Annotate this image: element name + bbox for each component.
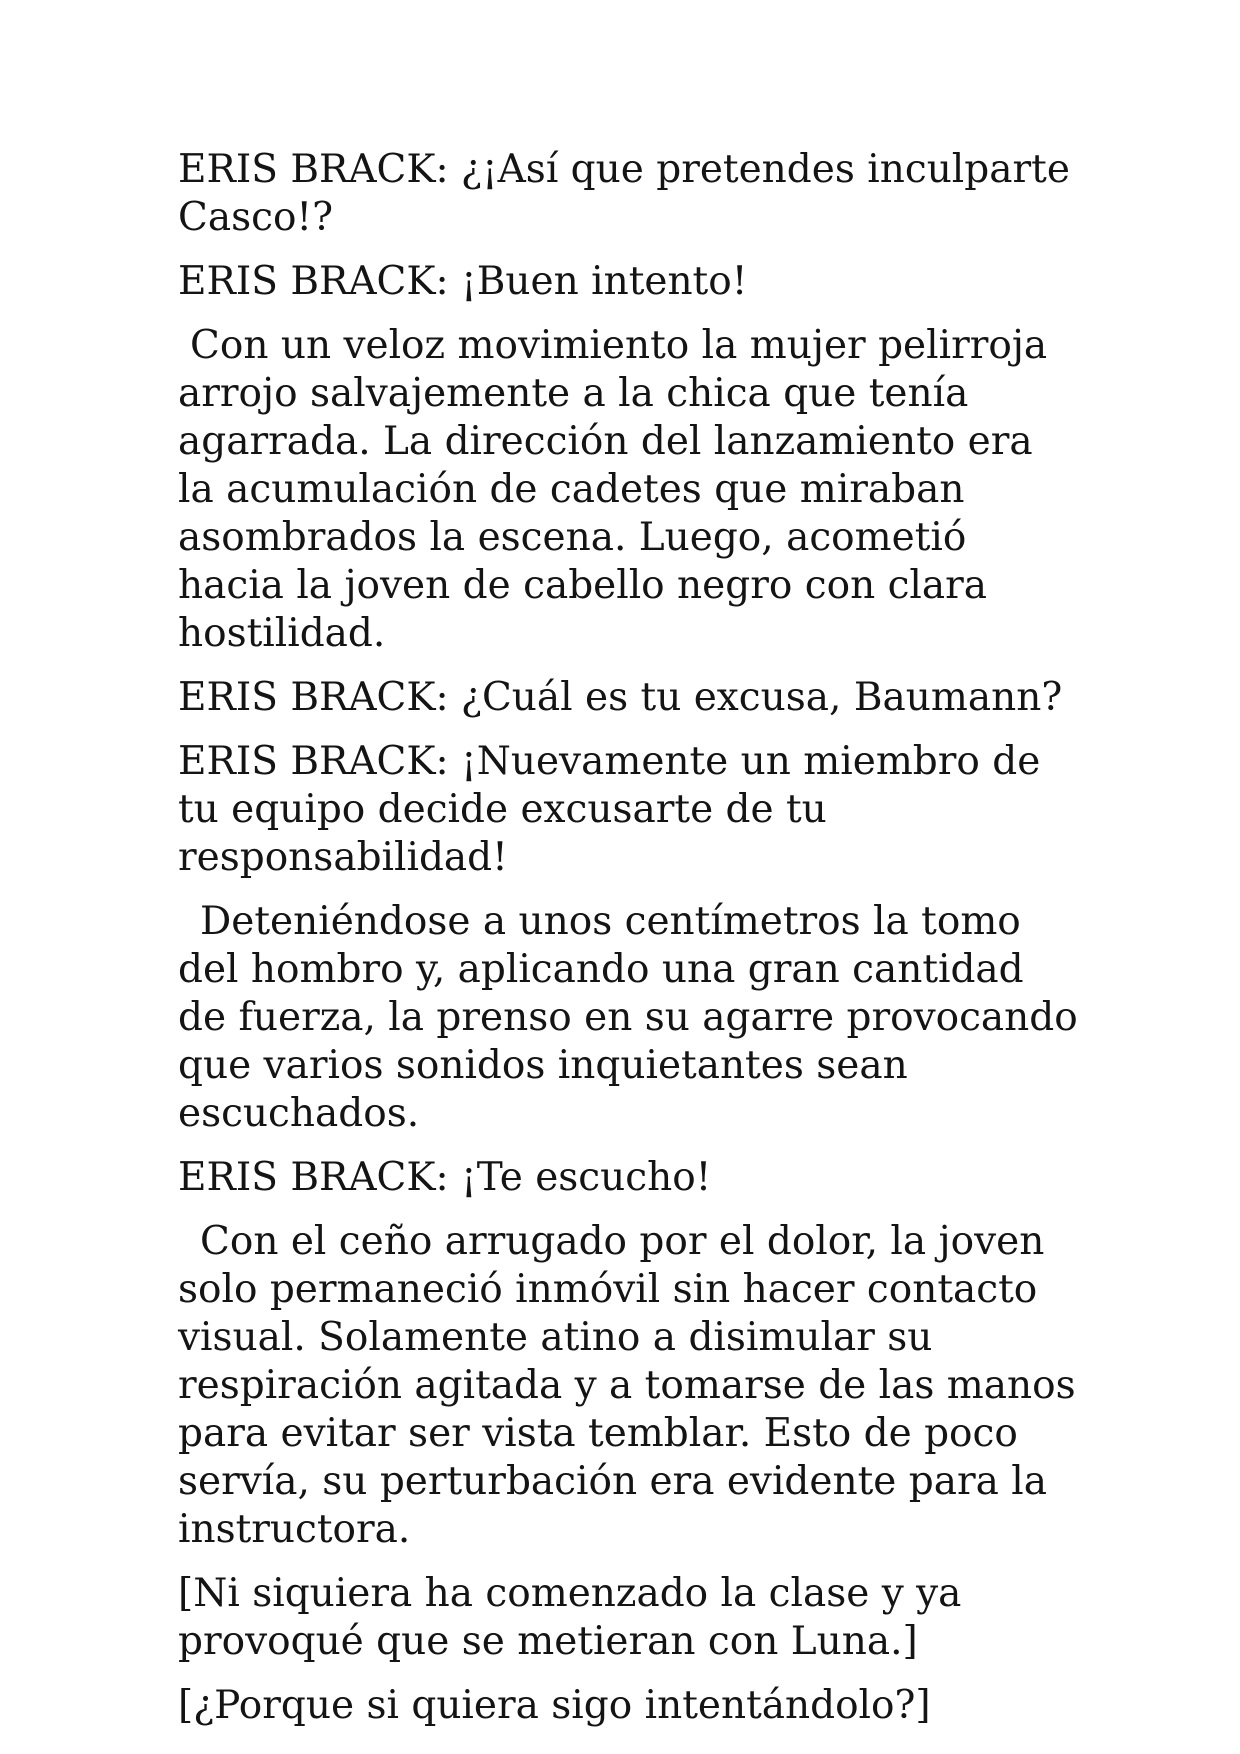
dialogue-line: ERIS BRACK: ¡Te escucho! xyxy=(178,1155,712,1200)
thought-line: [Ni siquiera ha comenzado la clase y ya provoqué que se metieran con Luna.] xyxy=(178,1571,974,1664)
dialogue-line: ERIS BRACK: ¡Nuevamente un miembro de tu equipo decide excusarte de tu responsabilidad! xyxy=(178,739,1053,880)
dialogue-line: ERIS BRACK: ¿¡Así que pretendes inculparte Casco!? xyxy=(178,147,1083,240)
narration-paragraph: Con un veloz movimiento la mujer pelirroja arrojo salvajemente a la chica que tenía agarrada. La dirección del lanzamiento era la acumulación de cadetes que miraban asombrados la escena. Luego, acometió hacia la joven de cabello negro con clara hostilidad. xyxy=(178,323,1060,656)
dialogue-line: ERIS BRACK: ¡Buen intento! xyxy=(178,259,748,304)
document-body xyxy=(178,146,1091,1746)
dialogue-line: ERIS BRACK: ¿Cuál es tu excusa, Baumann? xyxy=(178,675,1063,720)
narration-paragraph: Deteniéndose a unos centímetros la tomo del hombro y, aplicando una gran cantidad de fuerza, la prenso en su agarre provocando que varios sonidos inquietantes sean escuchados. xyxy=(178,899,1091,1136)
thought-line: [¿Porque si quiera sigo intentándolo?] xyxy=(178,1683,931,1728)
narration-paragraph: Con el ceño arrugado por el dolor, la joven solo permaneció inmóvil sin hacer contacto visual. Solamente atino a disimular su respiración agitada y a tomarse de las manos para evitar ser vista temblar. Esto de poco servía, su perturbación era evidente para la instructora. xyxy=(178,1219,1089,1552)
